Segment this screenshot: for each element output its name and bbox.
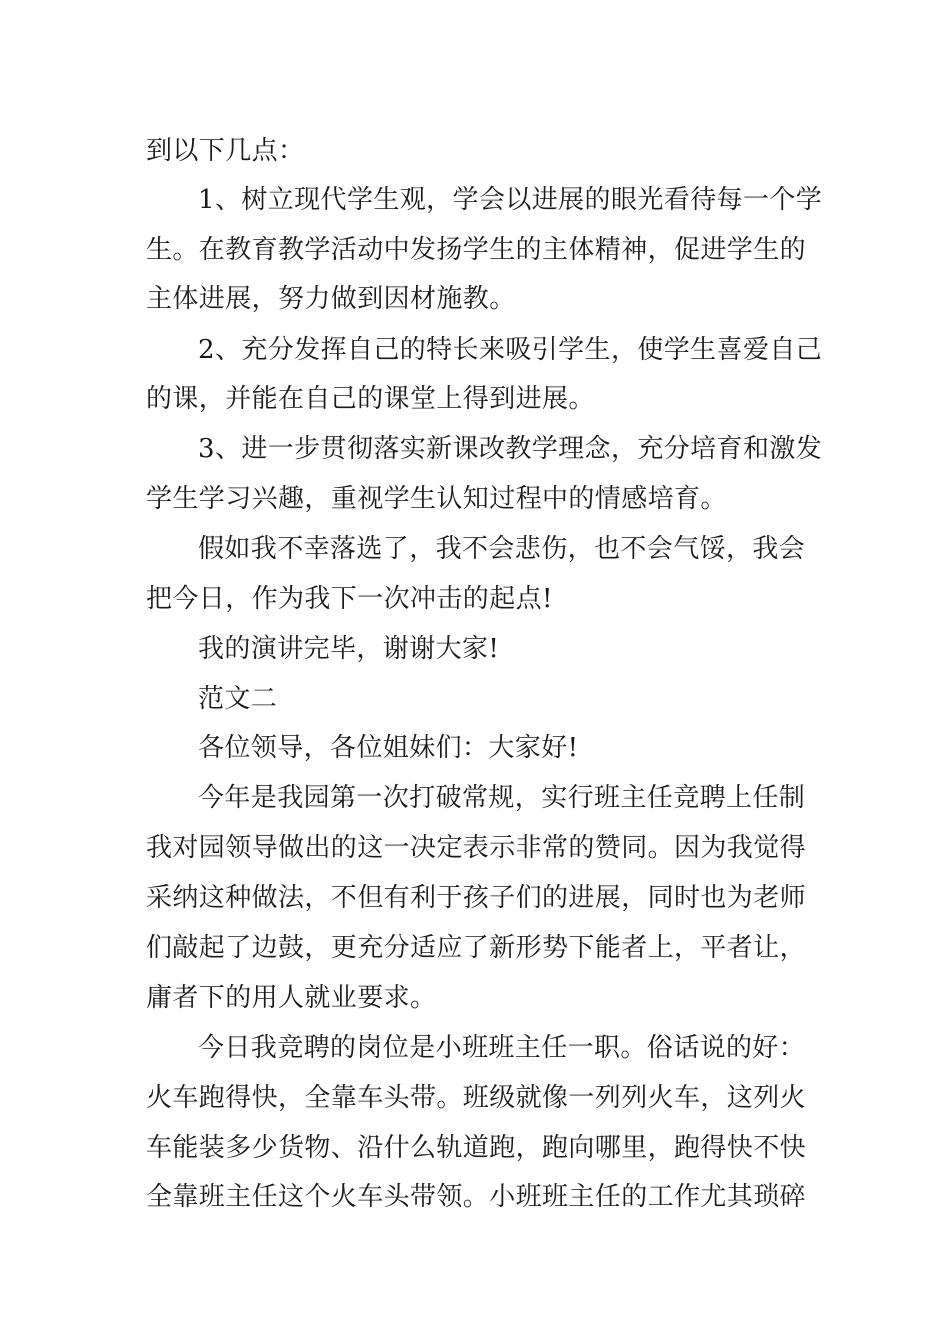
text-line: 3、进一步贯彻落实新课改教学理念，充分培育和激发: [198, 434, 823, 464]
text-line: 1、树立现代学生观，学会以进展的眼光看待每一个学: [198, 185, 823, 215]
text-line: 我的演讲完毕，谢谢大家!: [198, 634, 500, 664]
text-line: 车能装多少货物、沿什么轨道跑，跑向哪里，跑得快不快: [146, 1133, 807, 1163]
text-line: 假如我不幸落选了，我不会悲伤，也不会气馁，我会: [198, 534, 806, 564]
text-line: 到以下几点：: [146, 136, 305, 166]
text-line: 全靠班主任这个火车头带领。小班班主任的工作尤其琐碎: [146, 1182, 807, 1212]
text-line: 学生学习兴趣，重视学生认知过程中的情感培育。: [146, 484, 727, 514]
text-line: 火车跑得快，全靠车头带。班级就像一列列火车，这列火: [146, 1083, 807, 1113]
section-heading: 范文二: [198, 684, 278, 714]
text-line: 2、充分发挥自己的特长来吸引学生，使学生喜爱自己: [198, 335, 823, 365]
text-line: 庸者下的用人就业要求。: [146, 983, 437, 1013]
text-line: 各位领导，各位姐妹们：大家好!: [198, 733, 579, 763]
text-line: 今年是我园第一次打破常规，实行班主任竞聘上任制: [198, 783, 806, 813]
text-line: 生。在教育教学活动中发扬学生的主体精神，促进学生的: [146, 235, 807, 265]
text-line: 今日我竞聘的岗位是小班班主任一职。俗话说的好：: [198, 1033, 806, 1063]
text-line: 们敲起了边鼓，更充分适应了新形势下能者上，平者让，: [146, 933, 807, 963]
text-line: 采纳这种做法，不但有利于孩子们的进展，同时也为老师: [146, 883, 807, 913]
text-line: 主体进展，努力做到因材施教。: [146, 284, 516, 314]
text-line: 我对园领导做出的这一决定表示非常的赞同。因为我觉得: [146, 833, 807, 863]
text-line: 把今日，作为我下一次冲击的起点!: [146, 584, 553, 614]
text-line: 的课，并能在自己的课堂上得到进展。: [146, 384, 595, 414]
